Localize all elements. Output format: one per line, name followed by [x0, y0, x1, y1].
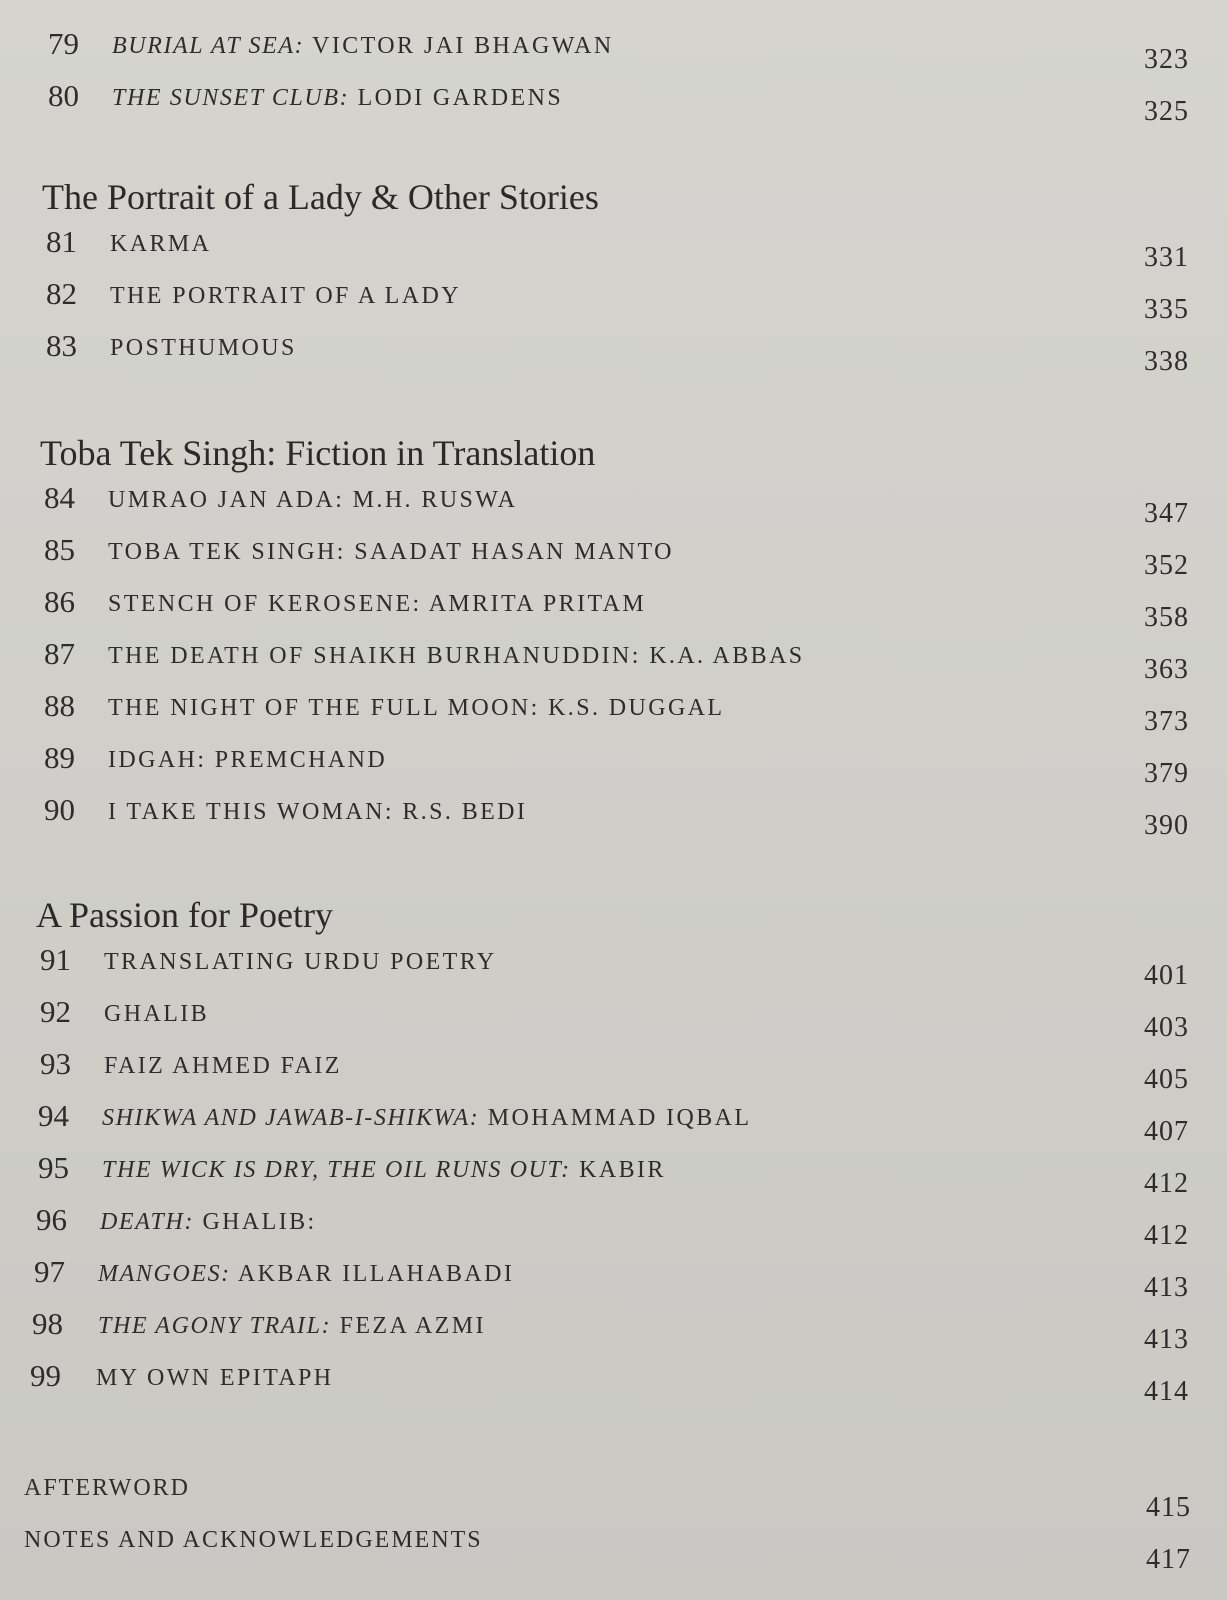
entry-number: 97 — [34, 1254, 65, 1289]
entry-title-rest: VICTOR JAI BHAGWAN — [304, 33, 614, 59]
entry-title-rest: FEZA AZMI — [331, 1313, 486, 1339]
entry-title-rest: TRANSLATING URDU POETRY — [104, 949, 497, 975]
toc-entry[interactable] — [0, 738, 1227, 790]
toc-entry[interactable] — [0, 24, 1227, 76]
entry-title-rest: THE PORTRAIT OF A LADY — [110, 283, 461, 309]
entry-title — [104, 942, 497, 982]
entry-number: 92 — [40, 994, 71, 1029]
back-matter-label: AFTERWORD — [24, 1475, 191, 1501]
entry-title — [108, 688, 724, 728]
toc-entry[interactable] — [0, 478, 1227, 530]
toc-entry[interactable] — [0, 1200, 1227, 1252]
toc-entry[interactable] — [0, 326, 1227, 378]
entry-title-rest: POSTHUMOUS — [110, 335, 297, 361]
entry-title — [108, 532, 674, 572]
entry-number: 95 — [38, 1150, 69, 1185]
entry-title-italic: BURIAL AT SEA: — [112, 33, 305, 59]
toc-section-portrait — [0, 172, 1227, 378]
toc-section-poetry — [0, 890, 1227, 1408]
toc-entry[interactable] — [0, 222, 1227, 274]
entry-page-number: 358 — [1144, 602, 1189, 633]
back-matter-label: NOTES AND ACKNOWLEDGEMENTS — [24, 1527, 483, 1553]
entry-title — [108, 480, 517, 520]
entry-page-number: 390 — [1144, 810, 1189, 841]
entry-title-rest: I TAKE THIS WOMAN: R.S. BEDI — [108, 799, 528, 825]
entry-number: 83 — [46, 328, 77, 363]
entry-title-rest: IDGAH: PREMCHAND — [108, 747, 388, 773]
entry-number: 86 — [44, 584, 75, 619]
entry-page-number: 379 — [1144, 758, 1189, 789]
entry-number: 81 — [46, 224, 77, 259]
entry-title-rest: THE DEATH OF SHAIKH BURHANUDDIN: K.A. ABBAS — [108, 643, 805, 669]
toc-section-toba-tek-singh — [0, 428, 1227, 842]
toc-entry-afterword[interactable] — [0, 1468, 1227, 1523]
entry-title-italic: THE SUNSET CLUB: — [112, 85, 350, 111]
entry-page-number: 325 — [1144, 96, 1189, 127]
entry-number: 93 — [40, 1046, 71, 1081]
entry-number: 99 — [30, 1358, 61, 1393]
entry-title-italic: THE WICK IS DRY, THE OIL RUNS OUT: — [102, 1157, 571, 1183]
entry-title-italic: DEATH: — [100, 1209, 195, 1235]
entry-number: 85 — [44, 532, 75, 567]
toc-entry[interactable] — [0, 76, 1227, 128]
entry-number: 94 — [38, 1098, 69, 1133]
section-heading: Toba Tek Singh: Fiction in Translation — [40, 433, 596, 473]
entry-title — [110, 328, 297, 368]
entry-page-number: 414 — [1144, 1376, 1189, 1407]
entry-page-number: 373 — [1144, 706, 1189, 737]
entry-title — [108, 636, 805, 676]
entry-title-rest: MY OWN EPITAPH — [96, 1365, 334, 1391]
entry-number: 84 — [44, 480, 75, 515]
entry-page-number: 412 — [1144, 1220, 1189, 1251]
entry-title — [104, 1046, 342, 1086]
toc-entry-notes[interactable] — [0, 1520, 1227, 1575]
entry-title — [100, 1202, 317, 1242]
toc-entry[interactable] — [0, 940, 1227, 992]
toc-entry[interactable] — [0, 1044, 1227, 1096]
entry-page-number: 335 — [1144, 294, 1189, 325]
entry-page-number: 352 — [1144, 550, 1189, 581]
toc-entry[interactable] — [0, 274, 1227, 326]
toc-entry[interactable] — [0, 1096, 1227, 1148]
toc-back-matter — [0, 1468, 1227, 1575]
entry-title — [110, 224, 211, 264]
entry-title-rest: TOBA TEK SINGH: SAADAT HASAN MANTO — [108, 539, 674, 565]
entry-title-rest: UMRAO JAN ADA: M.H. RUSWA — [108, 487, 518, 513]
entry-title-rest: THE NIGHT OF THE FULL MOON: K.S. DUGGAL — [108, 695, 725, 721]
entry-number: 91 — [40, 942, 71, 977]
entry-title — [96, 1358, 333, 1398]
entry-title-rest: GHALIB: — [194, 1209, 317, 1235]
toc-section-continued — [0, 24, 1227, 128]
toc-entry[interactable] — [0, 530, 1227, 582]
entry-title — [112, 26, 614, 66]
entry-title — [108, 584, 646, 624]
entry-title-italic: MANGOES: — [98, 1261, 231, 1287]
entry-title — [102, 1150, 666, 1190]
entry-number: 89 — [44, 740, 75, 775]
toc-entry[interactable] — [0, 1148, 1227, 1200]
entry-number: 87 — [44, 636, 75, 671]
entry-title-rest: MOHAMMAD IQBAL — [479, 1105, 752, 1131]
toc-entry[interactable] — [0, 992, 1227, 1044]
entry-page-number: 347 — [1144, 498, 1189, 529]
entry-title-italic: SHIKWA AND JAWAB-I-SHIKWA: — [102, 1105, 480, 1131]
entry-title-rest: GHALIB — [104, 1001, 210, 1027]
entry-number: 82 — [46, 276, 77, 311]
entry-page-number: 338 — [1144, 346, 1189, 377]
entry-title-rest: KARMA — [110, 231, 212, 257]
entry-page-number: 323 — [1144, 44, 1189, 75]
entry-title-rest: FAIZ AHMED FAIZ — [104, 1053, 342, 1079]
entry-title — [98, 1306, 486, 1346]
entry-title — [112, 78, 563, 118]
entry-title-rest: STENCH OF KEROSENE: AMRITA PRITAM — [108, 591, 647, 617]
entry-number: 88 — [44, 688, 75, 723]
entry-title — [104, 994, 209, 1034]
entry-number: 98 — [32, 1306, 63, 1341]
entry-title — [108, 740, 387, 780]
toc-entry[interactable] — [0, 790, 1227, 842]
toc-entry[interactable] — [0, 1356, 1227, 1408]
toc-entry[interactable] — [0, 582, 1227, 634]
toc-entry[interactable] — [0, 686, 1227, 738]
entry-title-italic: THE AGONY TRAIL: — [98, 1313, 332, 1339]
entry-title-rest: LODI GARDENS — [349, 85, 564, 111]
toc-entry[interactable] — [0, 634, 1227, 686]
entry-title-rest: KABIR — [570, 1157, 666, 1183]
toc-entry[interactable] — [0, 1252, 1227, 1304]
entry-page-number: 363 — [1144, 654, 1189, 685]
toc-entry[interactable] — [0, 1304, 1227, 1356]
entry-title — [110, 276, 461, 316]
entry-title-rest: AKBAR ILLAHABADI — [230, 1261, 515, 1287]
entry-title — [98, 1254, 514, 1294]
entry-page-number: 417 — [1146, 1544, 1191, 1575]
entry-page-number: 331 — [1144, 242, 1189, 273]
entry-number: 80 — [48, 78, 79, 113]
section-heading: A Passion for Poetry — [36, 895, 333, 935]
entry-title — [108, 792, 527, 832]
entry-number: 90 — [44, 792, 75, 827]
entry-number: 79 — [48, 26, 79, 61]
entry-page-number: 403 — [1144, 1012, 1189, 1043]
entry-page-number: 413 — [1144, 1324, 1189, 1355]
entry-title — [102, 1098, 751, 1138]
entry-page-number: 407 — [1144, 1116, 1189, 1147]
entry-page-number: 401 — [1144, 960, 1189, 991]
section-heading: The Portrait of a Lady & Other Stories — [42, 177, 599, 217]
entry-page-number: 405 — [1144, 1064, 1189, 1095]
entry-number: 96 — [36, 1202, 67, 1237]
entry-page-number: 415 — [1146, 1492, 1191, 1523]
entry-page-number: 412 — [1144, 1168, 1189, 1199]
entry-page-number: 413 — [1144, 1272, 1189, 1303]
